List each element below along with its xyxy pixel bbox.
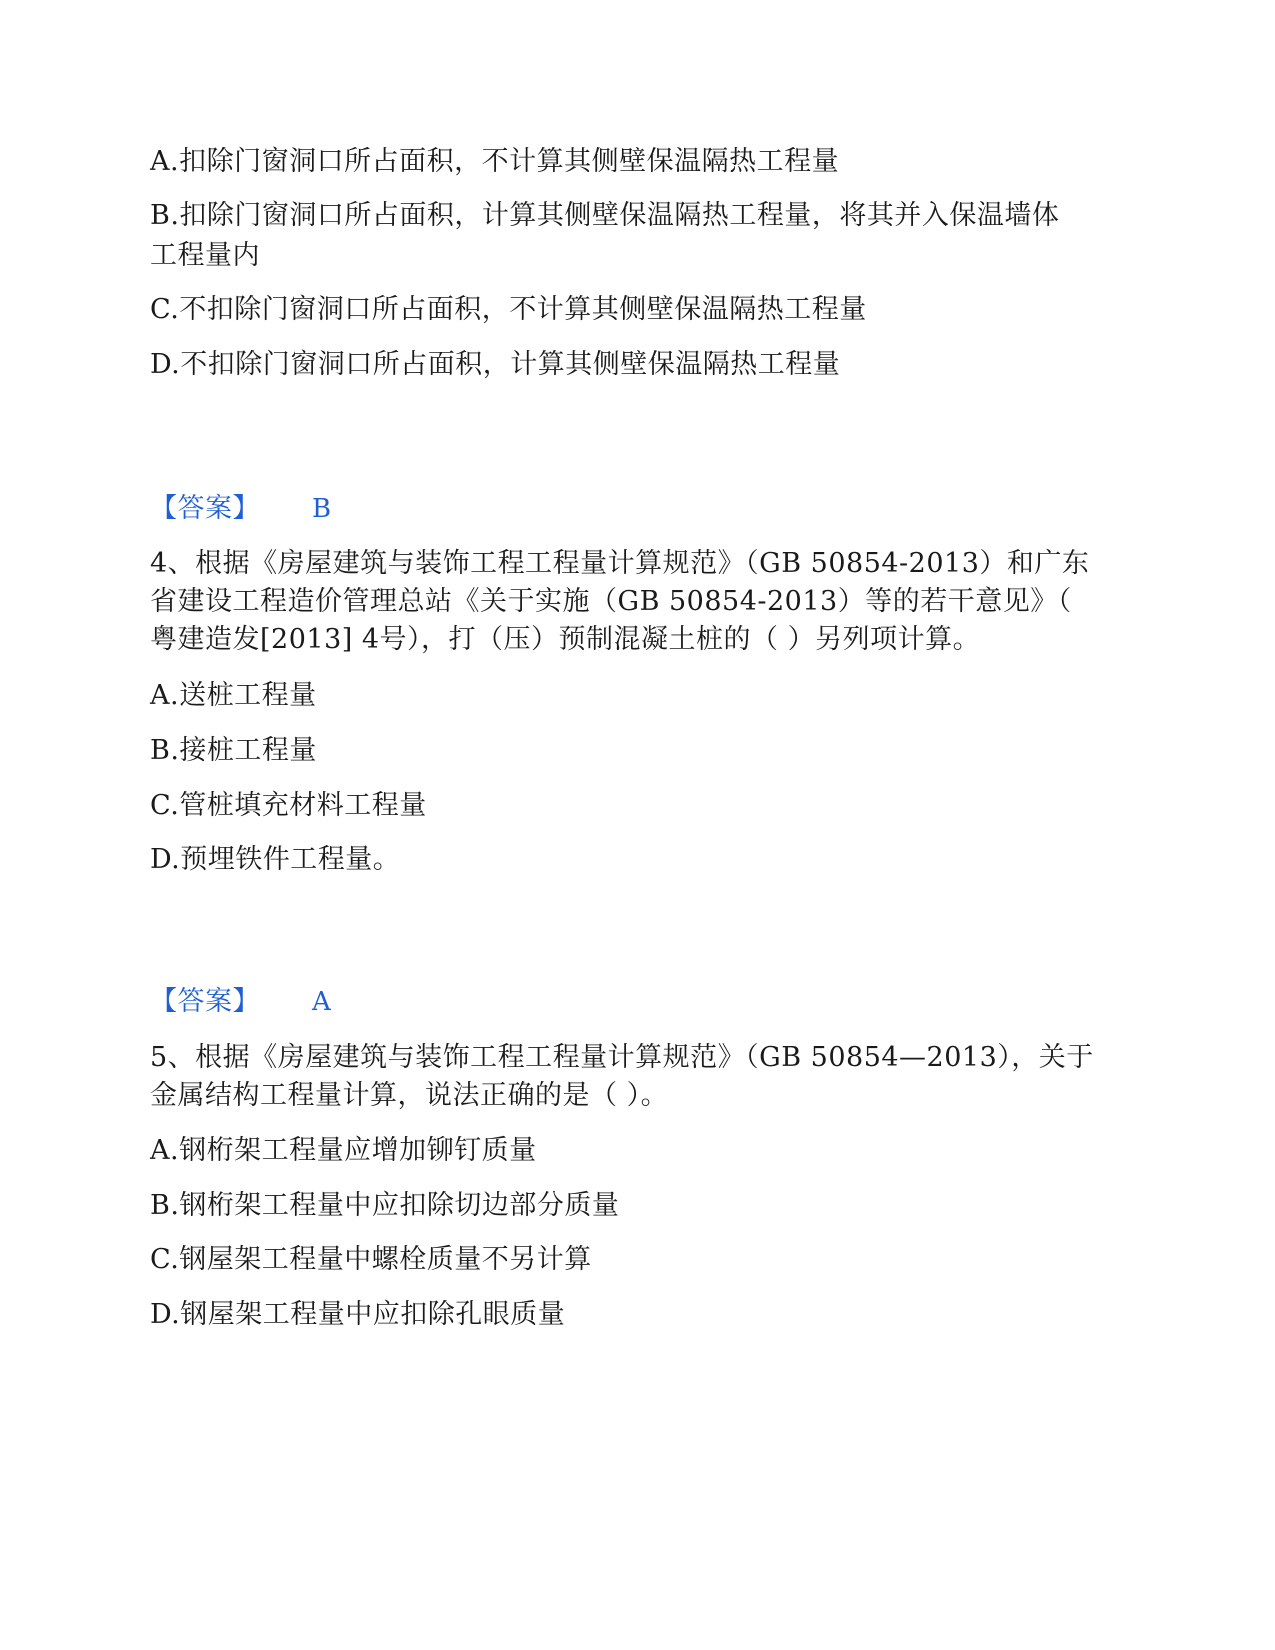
q4-option-d: D.预埋铁件工程量。 (150, 844, 401, 875)
q5-option-b: B.钢桁架工程量中应扣除切边部分质量 (150, 1190, 620, 1221)
q4-stem-line-1: 4、根据《房屋建筑与装饰工程工程量计算规范》（GB 50854-2013）和广东 (150, 548, 1090, 579)
q4-option-c: C.管桩填充材料工程量 (150, 790, 427, 821)
q5-option-a: A.钢桁架工程量应增加铆钉质量 (150, 1135, 537, 1166)
q5-stem-line-2: 金属结构工程量计算，说法正确的是（ ）。 (150, 1080, 669, 1111)
answer-value: A (312, 987, 332, 1017)
q4-stem-line-2: 省建设工程造价管理总站《关于实施（GB 50854-2013）等的若干意见》（ (150, 586, 1072, 617)
q4-answer (150, 982, 331, 1022)
q5-option-c: C.钢屋架工程量中螺栓质量不另计算 (150, 1244, 592, 1275)
q3-option-c: C.不扣除门窗洞口所占面积，不计算其侧壁保温隔热工程量 (150, 294, 867, 325)
q3-option-b-continued: 工程量内 (150, 240, 260, 271)
answer-value: B (312, 494, 332, 524)
q5-option-d: D.钢屋架工程量中应扣除孔眼质量 (150, 1299, 566, 1330)
q3-answer (150, 489, 332, 529)
q5-stem-line-1: 5、根据《房屋建筑与装饰工程工程量计算规范》（GB 50854—2013），关于 (150, 1042, 1094, 1073)
q4-stem-line-3: 粤建造发[2013] 4号），打（压）预制混凝土桩的（ ）另列项计算。 (150, 624, 981, 655)
q3-option-d: D.不扣除门窗洞口所占面积，计算其侧壁保温隔热工程量 (150, 349, 841, 380)
q3-option-b: B.扣除门窗洞口所占面积，计算其侧壁保温隔热工程量，将其并入保温墙体 (150, 200, 1060, 231)
q3-option-a: A.扣除门窗洞口所占面积，不计算其侧壁保温隔热工程量 (150, 146, 840, 177)
answer-label: 【答案】 (150, 986, 260, 1017)
q4-option-b: B.接桩工程量 (150, 735, 317, 766)
answer-label: 【答案】 (150, 493, 260, 524)
q4-option-a: A.送桩工程量 (150, 680, 317, 711)
